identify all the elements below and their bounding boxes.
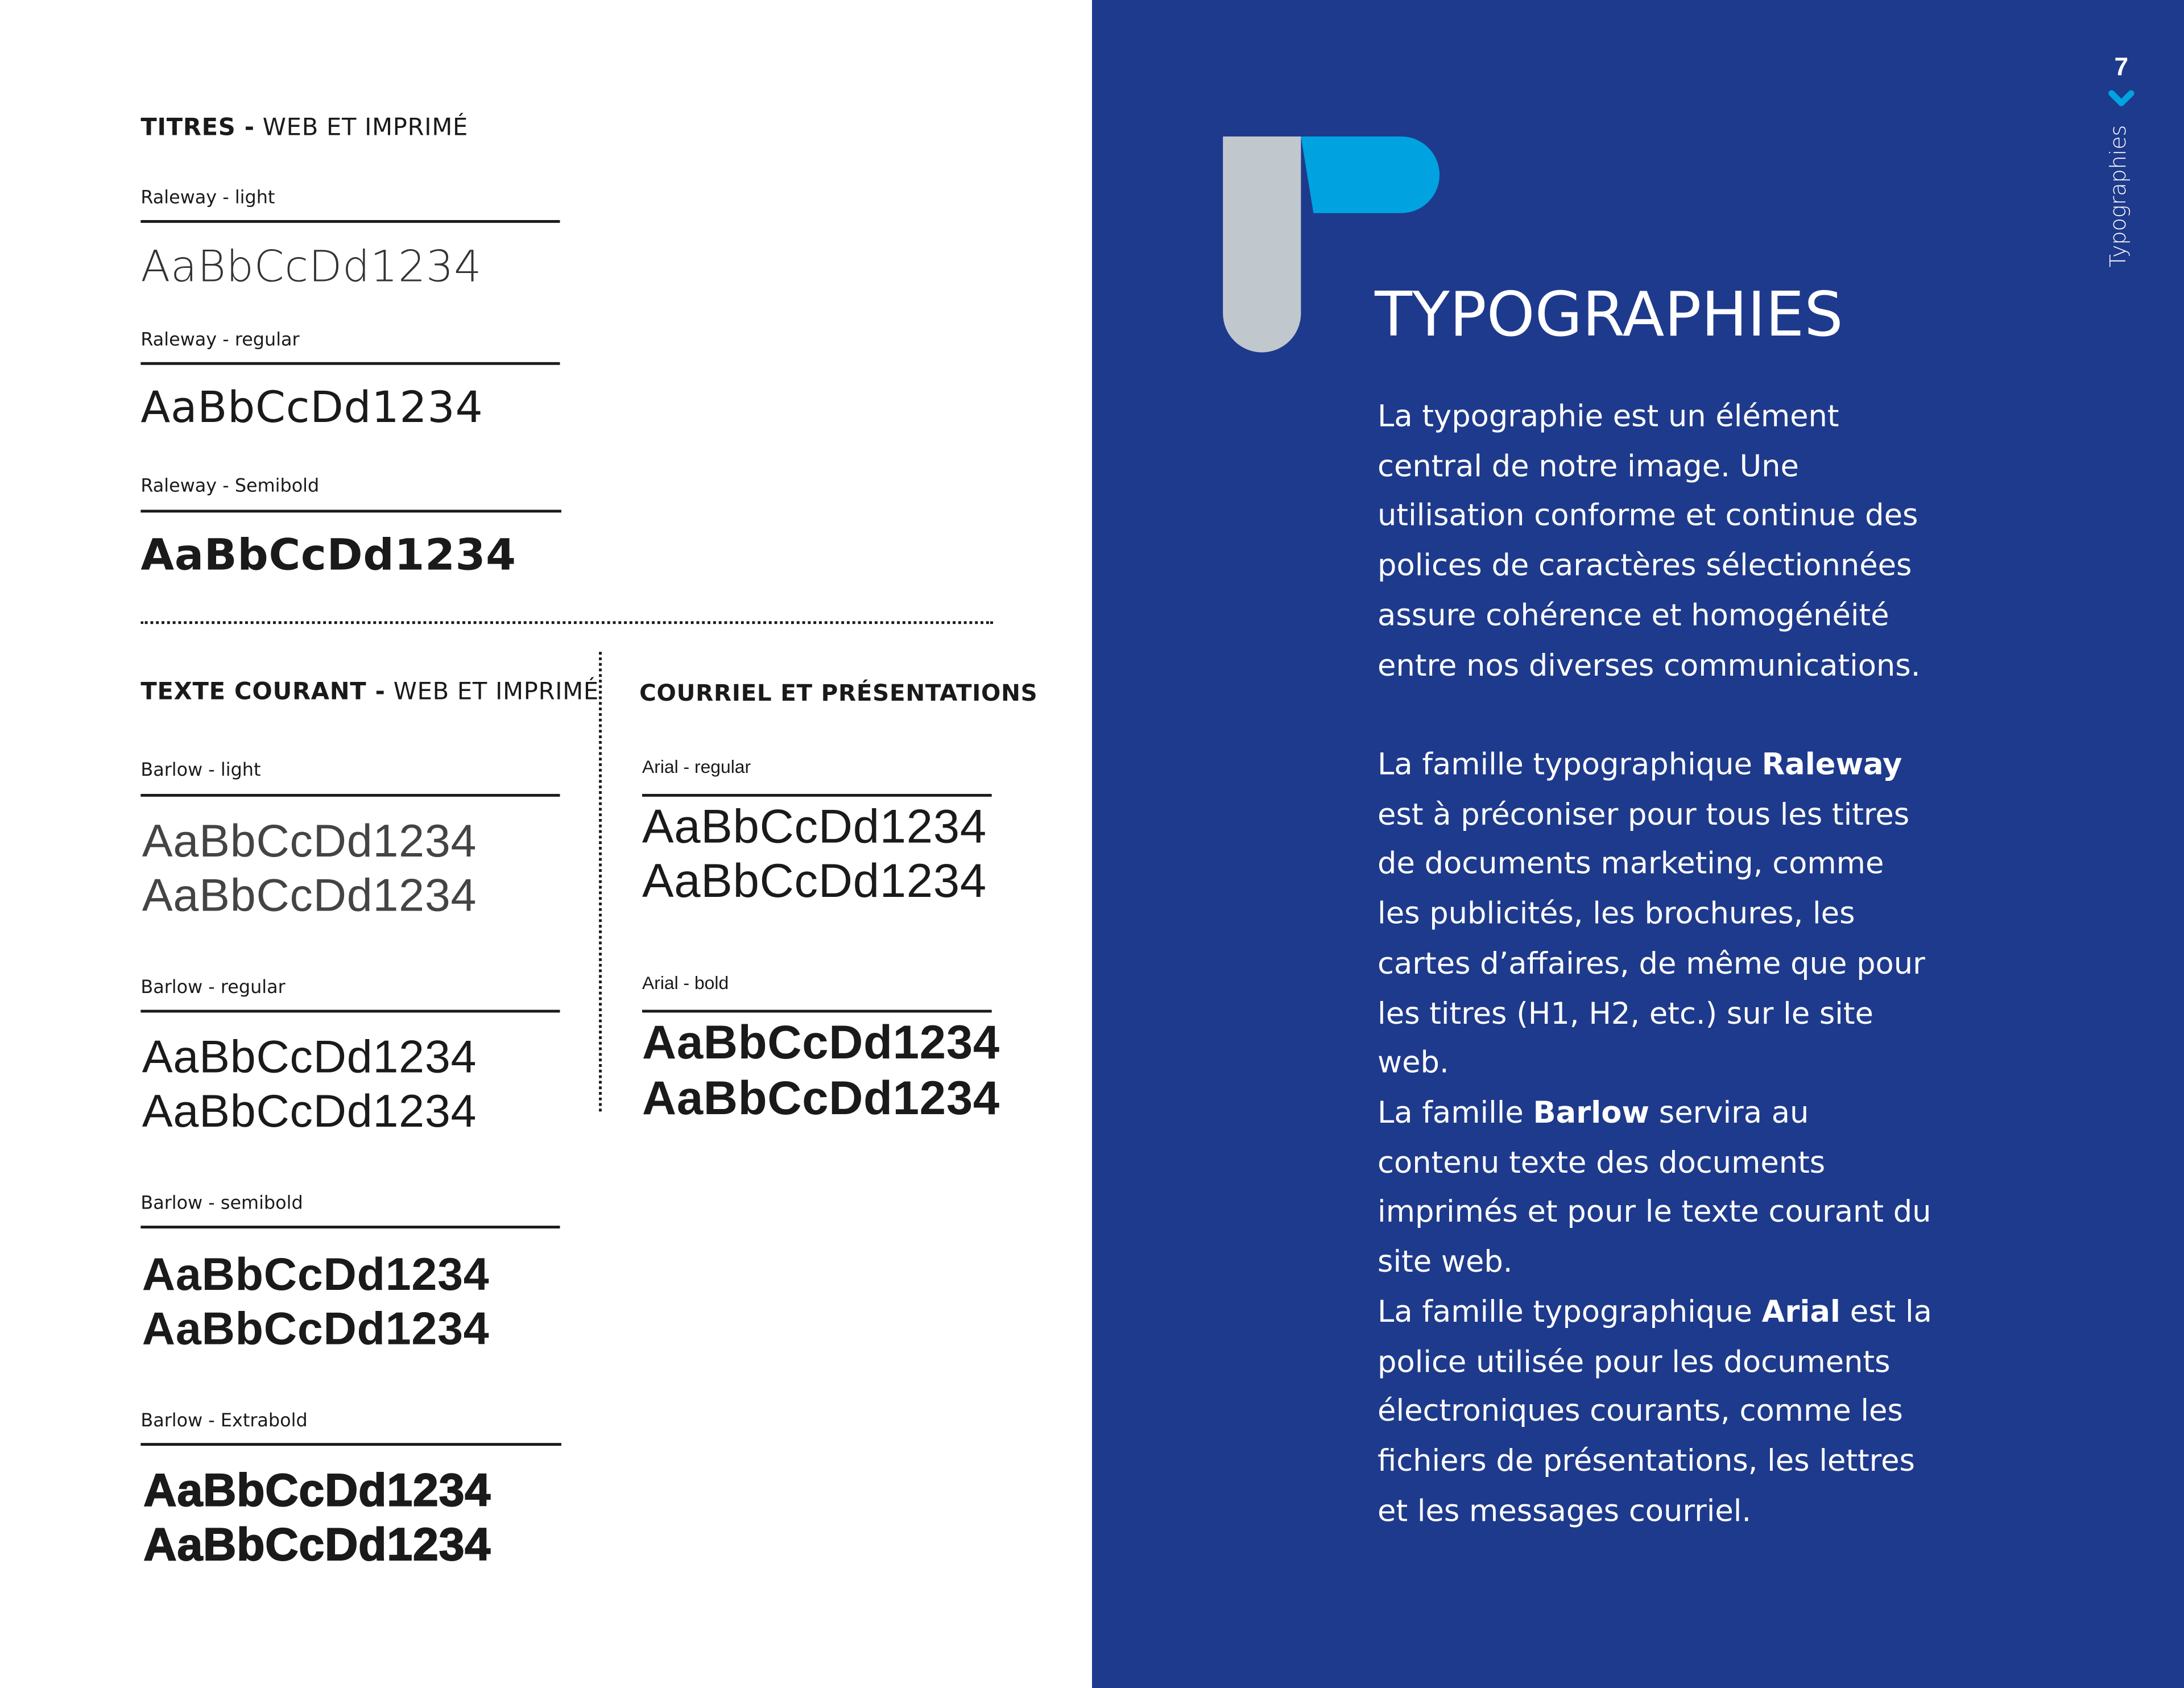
text: est la police utilisée pour les documents électroniques courants, comme les fichiers de présentations, les lettres et les messages courriel. (1378, 1295, 1932, 1529)
raleway-semibold-sample: AaBbCcDd1234 (140, 531, 516, 581)
barlow-semibold-sample: AaBbCcDd1234 (142, 1302, 490, 1354)
section-label: Typographies (2106, 125, 2131, 268)
arial-regular-sample: AaBbCcDd1234 (642, 855, 987, 908)
barlow-extrabold-sample: AaBbCcDd1234 (143, 1463, 491, 1516)
arial-bold-sample: AaBbCcDd1234 (642, 1072, 1000, 1126)
barlow-light-sample: AaBbCcDd1234 (142, 869, 477, 921)
raleway-light-sample: AaBbCcDd1234 (140, 242, 482, 293)
page-title: TYPOGRAPHIES (1375, 280, 1843, 351)
arial-bold-label: Arial - bold (642, 972, 729, 994)
barlow-extrabold-label: Barlow - Extrabold (140, 1410, 308, 1432)
barlow-regular-sample: AaBbCcDd1234 (142, 1085, 477, 1137)
body-heading-bold: TEXTE COURANT - (140, 678, 386, 706)
raleway-light-label: Raleway - light (140, 188, 275, 209)
barlow-regular-sample: AaBbCcDd1234 (142, 1031, 477, 1082)
barlow-light-label: Barlow - light (140, 760, 261, 781)
raleway-paragraph (1378, 741, 1935, 1089)
divider (140, 510, 561, 512)
arial-regular-label: Arial - regular (642, 756, 751, 777)
divider (642, 1010, 992, 1013)
barlow-semibold-label: Barlow - semibold (140, 1193, 303, 1215)
titles-heading (140, 114, 469, 142)
arial-paragraph (1378, 1288, 1935, 1537)
divider (140, 1226, 560, 1228)
text: servira au contenu texte des documents imprimés et pour le texte courant du site web. (1378, 1096, 1931, 1280)
titles-heading-bold: TITRES - (140, 114, 255, 142)
barlow-paragraph (1378, 1089, 1935, 1288)
text: La famille typographique (1378, 748, 1762, 783)
arial-bold-sample: AaBbCcDd1234 (642, 1016, 1000, 1070)
arial-regular-sample: AaBbCcDd1234 (642, 801, 987, 854)
text: La famille typographique (1378, 1295, 1762, 1330)
email-heading: COURRIEL ET PRÉSENTATIONS (639, 680, 1038, 706)
font-name: Raleway (1761, 748, 1902, 783)
text: La famille (1378, 1096, 1533, 1131)
page-number: 7 (2114, 53, 2129, 81)
body-heading-normal: WEB ET IMPRIMÉ (385, 678, 599, 706)
barlow-light-sample: AaBbCcDd1234 (142, 814, 477, 867)
barlow-semibold-sample: AaBbCcDd1234 (142, 1248, 490, 1300)
intro-paragraph: La typographie est un élément central de notre image. Une utilisation conforme et continue des polices de caractères sélectionnées assure cohérence et homogénéité entre nos diverses communications. (1378, 399, 1921, 684)
dotted-divider-horizontal (140, 621, 993, 624)
dotted-divider-vertical (599, 652, 602, 1111)
barlow-regular-label: Barlow - regular (140, 978, 286, 999)
divider (642, 794, 992, 797)
text: est à préconiser pour tous les titres de documents marketing, comme les publicités, les brochures, les cartes d’affaires, de même que pour les titres (H1, H2, etc.) sur le site web. (1378, 797, 1925, 1081)
divider (140, 220, 560, 223)
font-name: Arial (1761, 1295, 1841, 1330)
raleway-semibold-label: Raleway - Semibold (140, 476, 320, 498)
raleway-regular-sample: AaBbCcDd1234 (140, 383, 483, 433)
divider (140, 1010, 560, 1013)
divider (140, 362, 560, 365)
font-name: Barlow (1533, 1096, 1650, 1131)
body-text-heading (140, 678, 599, 706)
barlow-extrabold-sample: AaBbCcDd1234 (143, 1518, 491, 1570)
divider (140, 794, 560, 797)
raleway-regular-label: Raleway - regular (140, 330, 300, 351)
chevron-down-icon (2107, 88, 2135, 110)
divider (140, 1443, 561, 1446)
titles-heading-normal: WEB ET IMPRIMÉ (254, 114, 469, 142)
